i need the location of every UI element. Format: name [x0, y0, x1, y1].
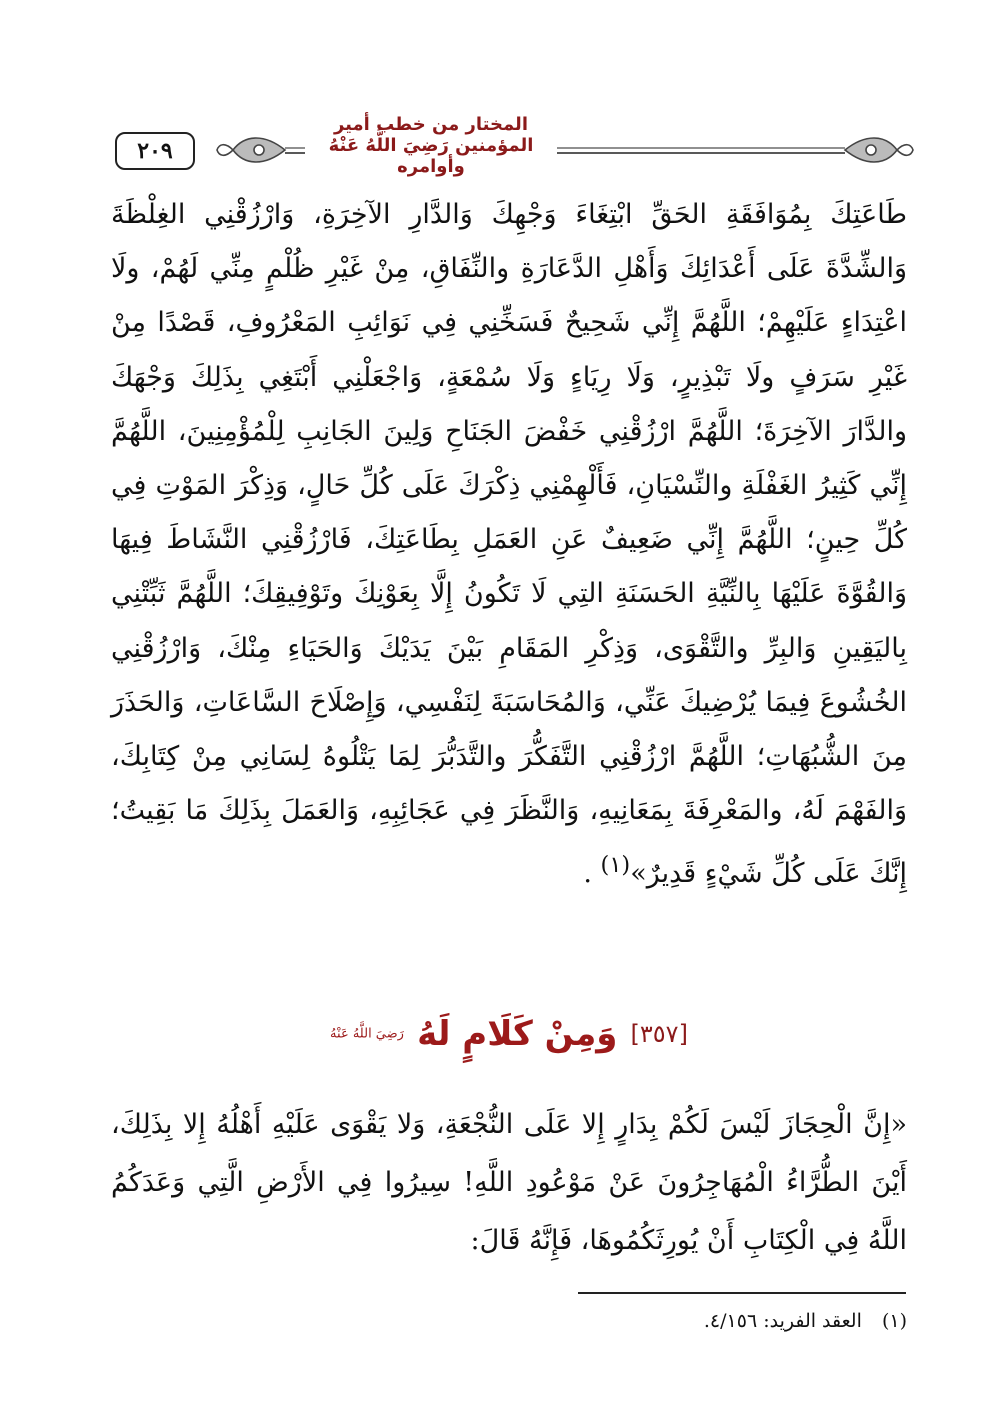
body-paragraph	[111, 188, 907, 902]
footnote-divider	[578, 1292, 906, 1294]
section-number: [٣٥٧]	[630, 1020, 688, 1048]
section-title: وَمِنْ كَلَامٍ لَهُ	[417, 1014, 618, 1054]
section-honorific: رَضِيَ اللَّهُ عَنْهُ	[330, 1026, 404, 1042]
footnote-reference: (١)	[600, 852, 631, 879]
running-title: المختار من خطب أمير المؤمنين رَضِيَ اللَّهُ عَنْهُ وأوامره	[305, 114, 557, 177]
speech-paragraph: «إِنَّ الْحِجَازَ لَيْسَ لَكُمْ بِدَارٍ إِلا عَلَى النُّجْعَةِ، وَلا يَقْوَى عَلَيْهِ أَهْلُهُ إِلا بِذَلِكَ، أَيْنَ الطُّرَّاءُ الْمُهَاجِرُونَ عَنْ مَوْعُودِ اللَّهِ! سِيرُوا فِي الأَرْضِ الَّتِي وَعَدَكُمُ اللَّهُ فِي الْكِتَابِ أَنْ يُورِثَكُمُوهَا، فَإِنَّهُ قَالَ:	[111, 1109, 907, 1256]
footnote-text: العقد الفريد: ٤/١٥٦.	[703, 1310, 862, 1332]
footnote-marker: (١)	[881, 1310, 907, 1332]
footnote	[111, 1310, 907, 1332]
page-number: ٢٠٩	[115, 132, 195, 170]
speech-text	[111, 1096, 907, 1270]
page-header	[115, 112, 915, 176]
section-heading	[111, 1014, 907, 1074]
body-paragraph-text: طَاعَتِكَ بِمُوَافَقَةِ الحَقِّ ابْتِغَاءَ وَجْهِكَ وَالدَّارِ الآخِرَةِ، وَارْزُقْنِي الغِلْظَةَ وَالشِّدَّةَ عَلَى أَعْدَائِكَ وَأَهْلِ الدَّعَارَةِ والنِّفَاقِ، مِنْ غَيْرِ ظُلْمٍ مِنِّي لَهُمْ، ولَا اعْتِدَاءٍ عَلَيْهِمْ؛ اللَّهُمَّ إِنِّي شَحِيحٌ فَسَخِّنِي فِي نَوَائِبِ المَعْرُوفِ، قَصْدًا مِنْ غَيْرِ سَرَفٍ ولَا تَبْذِيرٍ، وَلَا رِيَاءٍ وَلَا سُمْعَةٍ، وَاجْعَلْنِي أَبْتَغِي بِذَلِكَ وَجْهَكَ والدَّارَ الآخِرَةَ؛ اللَّهُمَّ ارْزُقْنِي خَفْضَ الجَنَاحِ وَلِينَ الجَانِبِ لِلْمُؤْمِنِينَ، اللَّهُمَّ إِنِّي كَثِيرُ الغَفْلَةِ والنِّسْيَانِ، فَأَلْهِمْنِي ذِكْرَكَ عَلَى كُلِّ حَالٍ، وَذِكْرَ المَوْتِ فِي كُلِّ حِينٍ؛ اللَّهُمَّ إِنِّي ضَعِيفٌ عَنِ العَمَلِ بِطَاعَتِكَ، فَارْزُقْنِي النَّشَاطَ فِيهَا وَالقُوَّةَ عَلَيْهَا بِالنِّيَّةِ الحَسَنَةِ التِي لَا تَكُونُ إِلَّا بِعَوْنِكَ وتَوْفِيقِكَ؛ اللَّهُمَّ ثَبِّتْنِي بِاليَقِينِ وَالبِرِّ والتَّقْوَى، وَذِكْرِ المَقَامِ بَيْنَ يَدَيْكَ وَالحَيَاءِ مِنْكَ، وَارْزُقْنِي الخُشُوعَ فِيمَا يُرْضِيكَ عَنِّي، وَالمُحَاسَبَةَ لِنَفْسِي، وَإِصْلَاحَ السَّاعَاتِ، وَالحَذَرَ مِنَ الشُّبُهَاتِ؛ اللَّهُمَّ ارْزُقْنِي التَّفَكُّرَ والتَّدَبُّرَ لِمَا يَتْلُوهُ لِسَانِي مِنْ كِتَابِكَ، وَالفَهْمَ لَهُ، والمَعْرِفَةَ بِمَعَانِيهِ، وَالنَّظَرَ فِي عَجَائِبِهِ، وَالعَمَلَ بِذَلِكَ مَا بَقِيتُ؛ إِنَّكَ عَلَى كُلِّ شَيْءٍ قَدِيرٌ»	[111, 199, 907, 890]
body-text	[111, 188, 907, 902]
body-paragraph-end: .	[583, 858, 592, 890]
